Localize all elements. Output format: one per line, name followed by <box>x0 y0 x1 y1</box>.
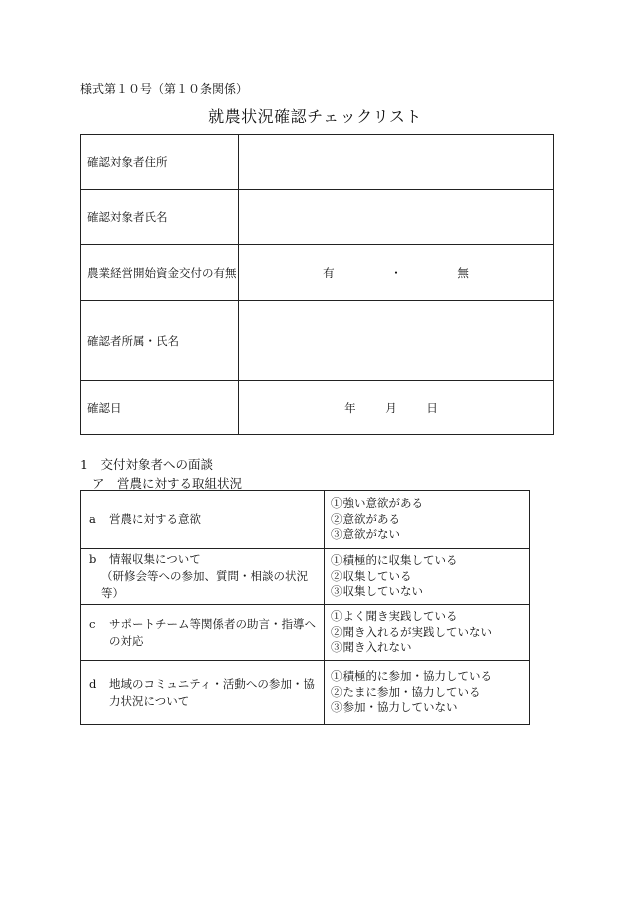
options-c <box>325 605 530 661</box>
option-item[interactable]: ③聞き入れない <box>331 640 412 655</box>
address-label: 確認対象者住所 <box>81 135 239 190</box>
section-subheading: ア 営農に対する取組状況 <box>92 476 243 491</box>
question-text: 情報収集について <box>109 552 201 566</box>
table-row <box>81 135 554 190</box>
table-row <box>81 190 554 245</box>
table-row <box>81 605 530 661</box>
option-item[interactable]: ①よく聞き実践している <box>331 609 458 624</box>
option-item[interactable]: ②たまに参加・協力している <box>331 684 481 699</box>
table-row <box>81 549 530 605</box>
question-b <box>81 549 325 605</box>
option-item[interactable]: ①強い意欲がある <box>331 496 423 511</box>
option-item[interactable]: ③収集していない <box>331 584 423 599</box>
section-heading: 1 交付対象者への面談 <box>80 457 213 472</box>
question-letter: a <box>89 512 96 526</box>
date-month-unit: 月 <box>385 400 397 415</box>
option-item[interactable]: ③参加・協力していない <box>331 700 458 715</box>
table-row <box>81 491 530 549</box>
funding-choice <box>239 245 554 301</box>
question-text: 地域のコミュニティ・活動への参加・協 <box>109 676 315 691</box>
funding-label: 農業経営開始資金交付の有無 <box>81 245 239 301</box>
options-d <box>325 661 530 725</box>
funding-separator: ・ <box>390 265 402 280</box>
options-a <box>325 491 530 549</box>
options-b <box>325 549 530 605</box>
date-day-unit: 日 <box>426 400 438 415</box>
option-item[interactable]: ③意欲がない <box>331 527 400 542</box>
question-c <box>81 605 325 661</box>
question-letter: d <box>89 676 97 691</box>
question-letter: c <box>89 616 96 631</box>
name-label: 確認対象者氏名 <box>81 190 239 245</box>
question-letter: b <box>89 552 97 566</box>
table-row <box>81 661 530 725</box>
question-text: 営農に対する意欲 <box>109 512 201 526</box>
date-label: 確認日 <box>81 381 239 435</box>
question-a <box>81 491 325 549</box>
date-field[interactable] <box>239 381 554 435</box>
form-number: 様式第１０号（第１０条関係） <box>80 82 249 96</box>
option-item[interactable]: ①積極的に収集している <box>331 553 458 568</box>
name-field[interactable] <box>239 190 554 245</box>
option-item[interactable]: ①積極的に参加・協力している <box>331 669 492 684</box>
option-item[interactable]: ②収集している <box>331 568 412 583</box>
option-item[interactable]: ②意欲がある <box>331 511 400 526</box>
question-text: サポートチーム等関係者の助言・指導へ <box>109 616 316 631</box>
table-row <box>81 245 554 301</box>
funding-no-option[interactable]: 無 <box>457 265 469 280</box>
info-table <box>80 134 554 435</box>
address-field[interactable] <box>239 135 554 190</box>
question-subtext: 力状況について <box>109 693 190 708</box>
funding-yes-option[interactable]: 有 <box>323 265 335 280</box>
question-subtext: の対応 <box>109 633 144 648</box>
check-table <box>80 490 530 725</box>
page-title: 就農状況確認チェックリスト <box>208 107 422 126</box>
checker-label: 確認者所属・氏名 <box>81 301 239 381</box>
question-d <box>81 661 325 725</box>
table-row <box>81 301 554 381</box>
checker-field[interactable] <box>239 301 554 381</box>
date-year-unit: 年 <box>344 400 356 415</box>
question-subtext: （研修会等への参加、質問・相談の状況等） <box>101 569 308 600</box>
option-item[interactable]: ②聞き入れるが実践していない <box>331 624 492 639</box>
table-row <box>81 381 554 435</box>
